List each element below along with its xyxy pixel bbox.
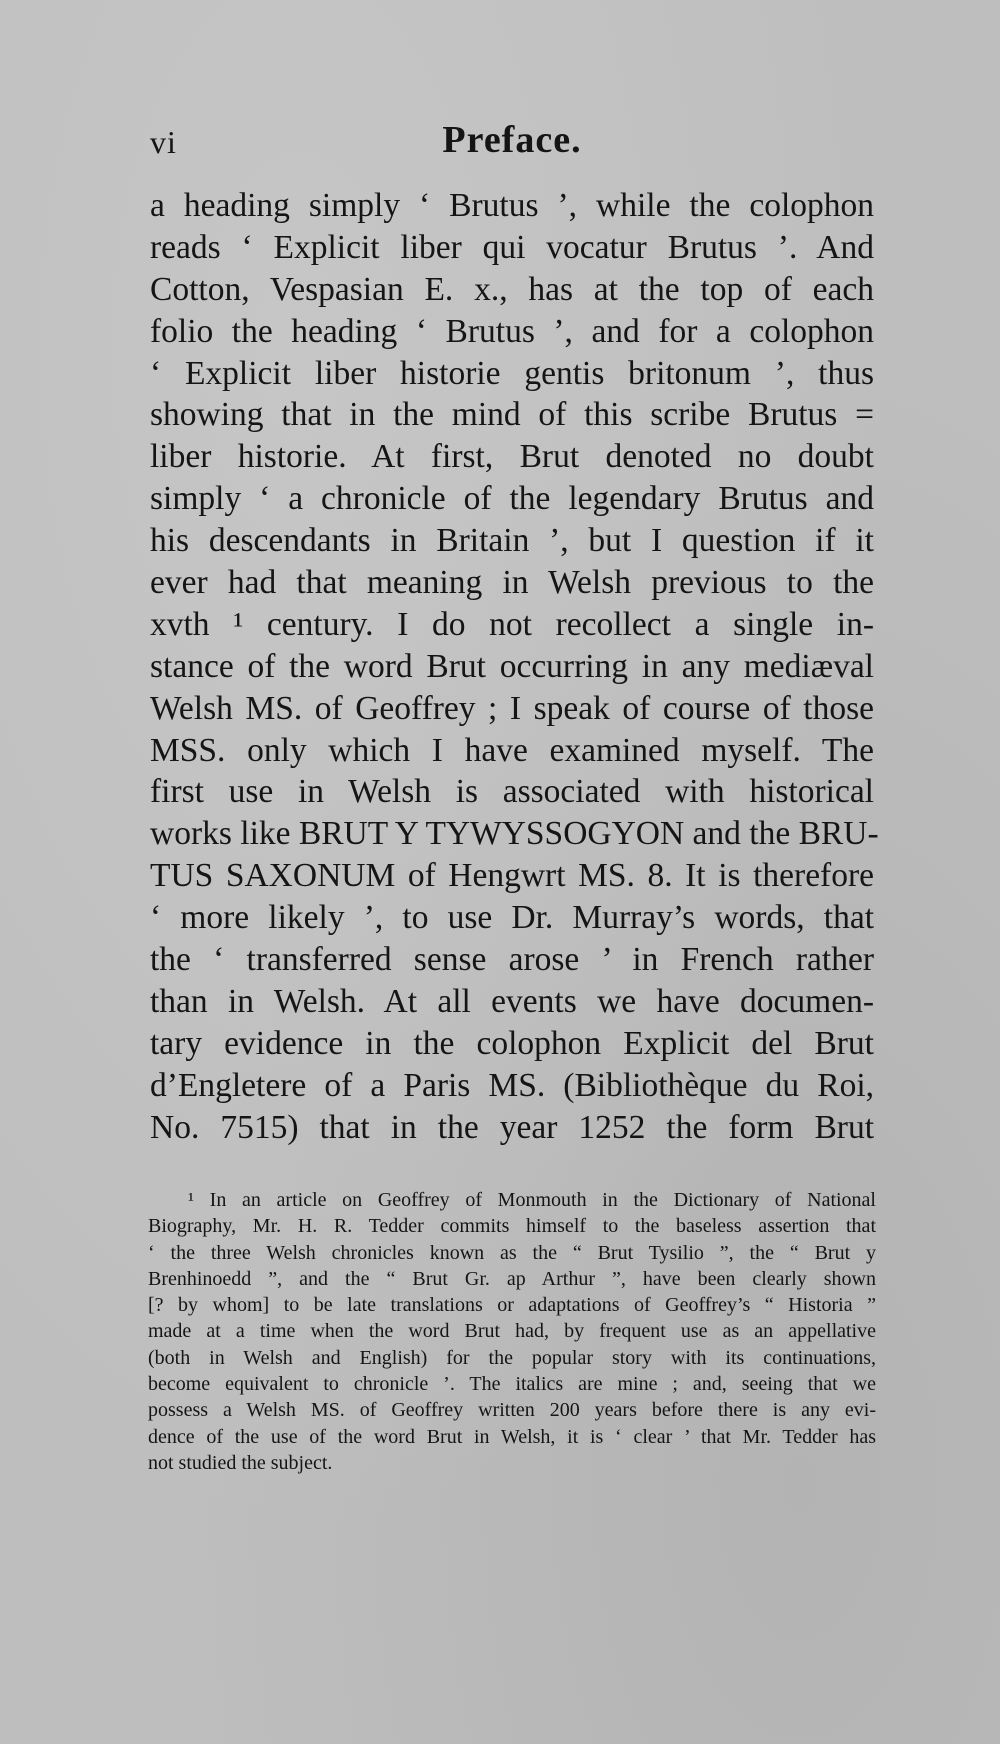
page-header: [150, 118, 874, 174]
footnote-line: ¹ In an article on Geoffrey of Monmouth in the Dictionary of National: [188, 1189, 876, 1211]
text-line: a heading simply ‘ Brutus ’, while the colophon: [150, 187, 874, 224]
text-line: tary evidence in the colophon Explicit del Brut: [150, 1024, 874, 1062]
text-line: showing that in the mind of this scribe Brutus =: [150, 396, 874, 434]
footnote-line: Brenhinoedd ”, and the “ Brut Gr. ap Arthur ”, have been clearly shown: [148, 1267, 876, 1290]
text-line: Cotton, Vespasian E. x., has at the top of each: [150, 270, 874, 308]
footnote-line: become equivalent to chronicle ’. The italics are mine ; and, seeing that we: [148, 1373, 876, 1396]
text-line: TUS SAXONUM of Hengwrt MS. 8. It is therefore: [150, 857, 874, 895]
main-text: [150, 185, 879, 1148]
text-line: the ‘ transferred sense arose ’ in French rather: [150, 941, 874, 979]
text-line: ‘ Explicit liber historie gentis britonum ’, thus: [150, 354, 874, 392]
text-line: d’Engletere of a Paris MS. (Bibliothèque du Roi,: [150, 1066, 874, 1104]
footnote-line: made at a time when the word Brut had, by frequent use as an appellative: [148, 1320, 876, 1343]
footnote-line: possess a Welsh MS. of Geoffrey written 200 years before there is any evi-: [148, 1399, 876, 1422]
text-line: No. 7515) that in the year 1252 the form Brut: [150, 1108, 874, 1146]
footnote: [148, 1187, 876, 1476]
footnote-line: (both in Welsh and English) for the popular story with its continuations,: [148, 1346, 876, 1369]
text-line: reads ‘ Explicit liber qui vocatur Brutus ’. And: [150, 228, 874, 266]
text-line: ‘ more likely ’, to use Dr. Murray’s words, that: [150, 899, 874, 937]
page-number: vi: [150, 124, 177, 160]
footnote-line: not studied the subject.: [148, 1451, 333, 1474]
text-line: Welsh MS. of Geoffrey ; I speak of course of those: [150, 689, 874, 727]
footnote-line: dence of the use of the word Brut in Welsh, it is ‘ clear ’ that Mr. Tedder has: [148, 1425, 876, 1448]
footnote-line: [? by whom] to be late translations or adaptations of Geoffrey’s “ Historia ”: [148, 1294, 876, 1317]
footnote-line: Biography, Mr. H. R. Tedder commits himself to the baseless assertion that: [148, 1215, 876, 1238]
text-line: stance of the word Brut occurring in any mediæval: [150, 647, 874, 685]
text-line: than in Welsh. At all events we have documen-: [150, 982, 874, 1020]
footnote-line: ‘ the three Welsh chronicles known as the “ Brut Tysilio ”, the “ Brut y: [148, 1241, 876, 1264]
text-line: ever had that meaning in Welsh previous to the: [150, 564, 874, 602]
text-line: first use in Welsh is associated with historical: [150, 773, 874, 811]
text-line: his descendants in Britain ’, but I question if it: [150, 522, 874, 560]
running-head: Preface.: [442, 119, 582, 161]
text-line: MSS. only which I have examined myself. The: [150, 731, 874, 769]
text-line: xvth ¹ century. I do not recollect a single in-: [150, 605, 874, 643]
text-line: liber historie. At first, Brut denoted no doubt: [150, 438, 874, 476]
text-line: folio the heading ‘ Brutus ’, and for a colophon: [150, 312, 874, 350]
text-line: works like BRUT Y TYWYSSOGYON and the BRU-: [150, 815, 879, 853]
text-line: simply ‘ a chronicle of the legendary Brutus and: [150, 480, 874, 518]
